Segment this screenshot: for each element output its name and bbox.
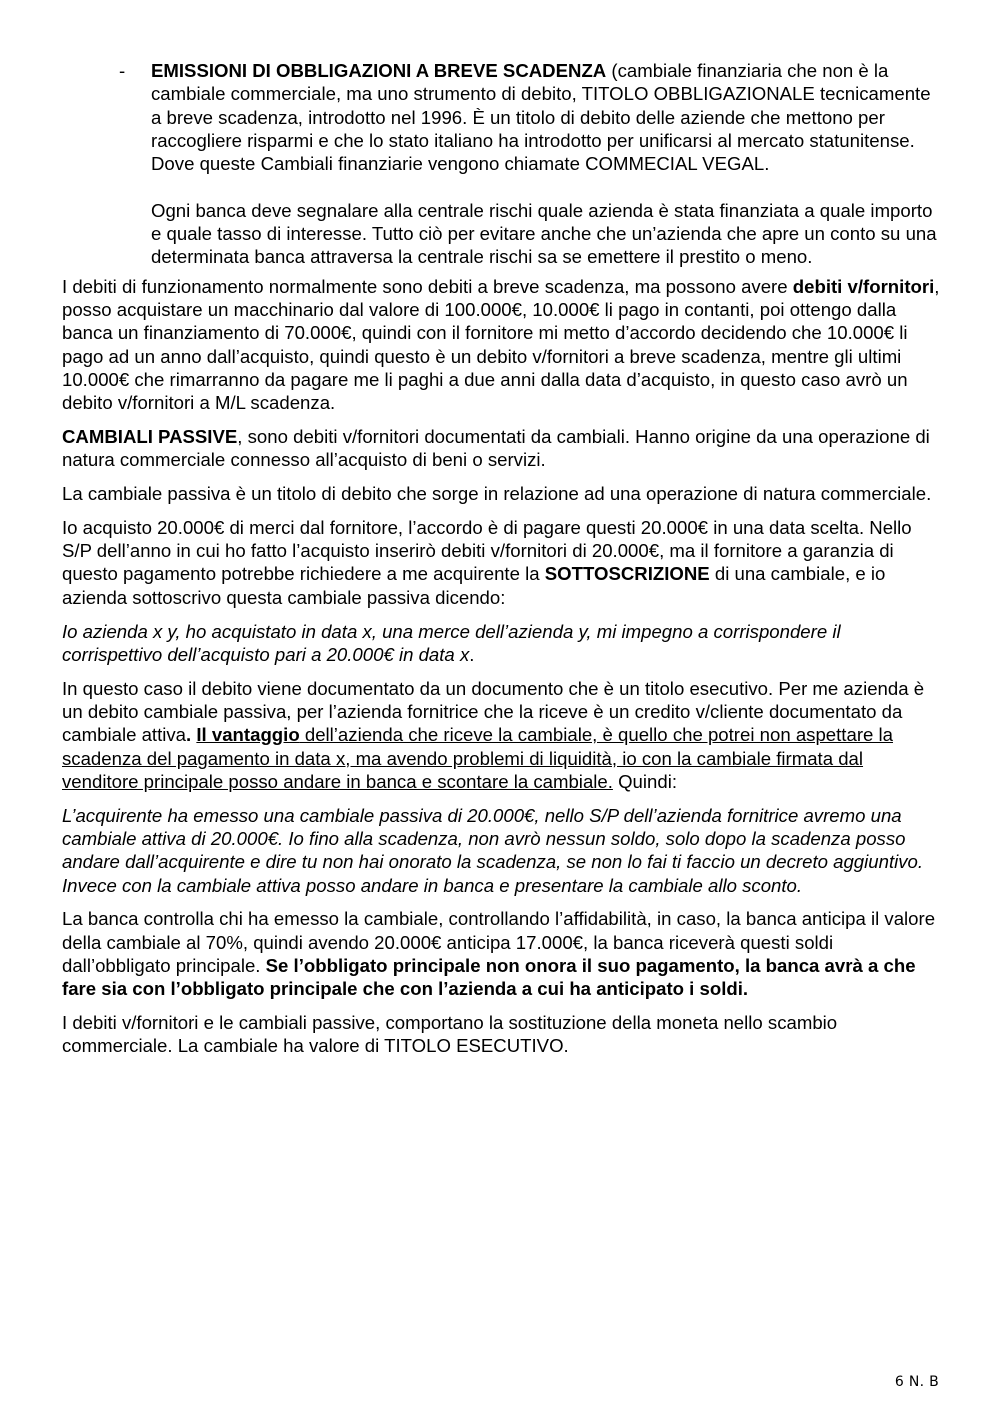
text-span: . — [469, 643, 475, 665]
text-span: In questo caso il debito viene documentato da un documento che è un titolo esecutivo. Per me azienda è un debito cambiale passiva, per l’azienda fornitrice che la riceve è un credito v/cliente documentato da cambiale attiva — [62, 677, 925, 746]
bullet-item-obbligazioni — [62, 59, 940, 269]
paragraph-conclusione: I debiti v/fornitori e le cambiali passive, comportano la sostituzione della moneta nello scambio commerciale. La cambiale ha valore di TITOLO ESECUTIVO. — [62, 1011, 838, 1057]
text-span: La banca controlla chi ha emesso la cambiale, controllando l’affidabilità, in caso, la banca anticipa il valore della cambiale al 70%, quindi avendo 20.000€ anticipa 17.000€, la banca riceverà questi soldi dall’obbligato principale. — [62, 908, 936, 976]
text-span: , posso acquistare un macchinario dal valore di 100.000€, 10.000€ li pago in contanti, poi ottengo dalla banca un finanziamento di 70.000€, quindi con il fornitore mi metto d’accordo decidendo che 10.000€ li pago ad un anno dall’acquisto, quindi questo è un debito v/fornitori a breve scadenza, mentre gli ultimi 10.000€ che rimarranno da pagare me li paghi a due anni dalla data d’acquisto, in questo caso avrò un debito v/fornitori a M/L scadenza. — [62, 275, 940, 414]
paragraph-banca-controlla — [62, 907, 940, 1000]
bold-underlined-span: Il vantaggio — [196, 724, 300, 746]
text-span: I debiti di funzionamento normalmente sono debiti a breve scadenza, ma possono avere — [62, 275, 793, 297]
bullet-dash: - — [119, 60, 126, 81]
bullet-paragraph — [151, 59, 940, 175]
paragraph-acquirente-italic — [62, 804, 940, 897]
bold-span: . — [186, 724, 197, 746]
text-span: Quindi: — [612, 770, 678, 792]
document-page — [62, 59, 940, 1068]
paragraph-titolo-debito: La cambiale passiva è un titolo di debito che sorge in relazione ad una operazione di natura commerciale. — [62, 483, 932, 505]
paragraph-cambiali-passive — [62, 425, 940, 472]
paragraph-titolo-esecutivo — [62, 677, 940, 793]
bold-span: debiti v/fornitori — [792, 275, 935, 297]
paragraph-debiti-funzionamento — [62, 275, 940, 415]
paragraph-acquisto-merci — [62, 516, 940, 609]
paragraph-esempio-cambiale — [62, 620, 940, 667]
bullet-bold-title: EMISSIONI DI OBBLIGAZIONI A BREVE SCADENZA — [151, 60, 607, 81]
text-span: , sono debiti v/fornitori documentati da cambiali. Hanno origine da una operazione di natura commerciale connesso all’acquisto di beni o servizi. — [62, 425, 930, 471]
italic-span: Io azienda x y, ho acquistato in data x, una merce dell’azienda y, mi impegno a corrispondere il corrispettivo dell’acquisto pari a 20.000€ in data x — [62, 620, 841, 665]
text-span: Io acquisto 20.000€ di merci dal fornitore, l’accordo è di pagare questi 20.000€ in una data scelta. Nello S/P dell’anno in cui ho fatto l’acquisto inserirò debiti v/fornitori di 20.000€, ma il fornitore a garanzia di questo pagamento potrebbe richiedere a me acquirente la — [62, 516, 912, 585]
bullet-second-paragraph: Ogni banca deve segnalare alla centrale rischi quale azienda è stata finanziata a quale importo e quale tasso di interesse. Tutto ciò per evitare anche che un’azienda che apre un conto su una determinata banca attraversa la centrale rischi sa se emettere il prestito o meno. — [151, 199, 937, 268]
bold-span: CAMBIALI PASSIVE — [62, 425, 238, 447]
text-span: di una cambiale, e io azienda sottoscrivo questa cambiale passiva dicendo: — [62, 563, 886, 608]
italic-span: L’acquirente ha emesso una cambiale passiva di 20.000€, nello S/P dell’azienda fornitrice avremo una cambiale attiva di 20.000€. Io fino alla scadenza, non avrò nessun soldo, solo dopo la scadenza posso andare dall’acquirente e dire tu non hai onorato la scadenza, se non lo fai ti faccio un decreto aggiuntivo. Invece con la cambiale attiva posso andare in banca e presentare la cambiale allo sconto. — [62, 804, 924, 896]
bold-span: SOTTOSCRIZIONE — [544, 563, 710, 585]
bold-span: Se l’obbligato principale non onora il suo pagamento, la banca avrà a che fare sia con l’obbligato principale che con l’azienda a cui ha anticipato i soldi. — [62, 954, 916, 1000]
page-footer: 6 N. B — [894, 1374, 939, 1390]
bullet-text: (cambiale finanziaria che non è la cambiale commerciale, ma uno strumento di debito, TITOLO OBBLIGAZIONALE tecnicamente a breve scadenza, introdotto nel 1996. È un titolo di debito delle aziende che mettono per raccogliere risparmi e che lo stato italiano ha introdotto per unificarsi al mercato statunitense. Dove queste Cambiali finanziarie vengono chiamate COMMECIAL VEGAL. — [151, 60, 931, 175]
underlined-span: dell’azienda che riceve la cambiale, è quello che potrei non aspettare la scadenza del pagamento in data x, ma avendo problemi di liquidità, io con la cambiale firmata dal venditore principale posso andare in banca e scontare la cambiale. — [62, 724, 893, 792]
